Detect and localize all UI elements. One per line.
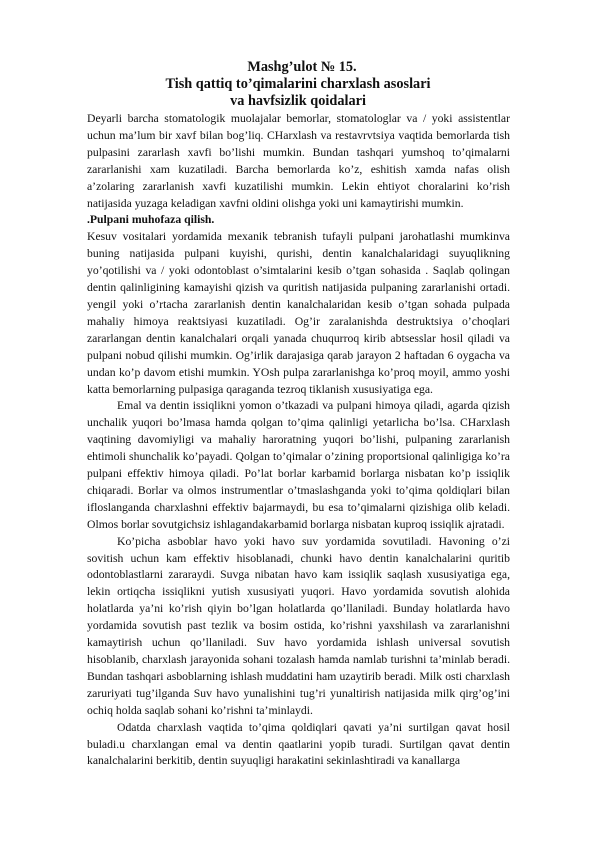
paragraph-heat: Emal va dentin issiqlikni yomon o’tkazadi va pulpani himoya qiladi, agarda qizish unchalik yuqori bo’lmasa hamda qolgan to’qima qalinligi yetarlicha bo’lsa. CHarxlash vaqtining davomiyligi va mahaliy haroratning yuqori bo’lishi, pulpaning zararlanish ehtimoli shunchalik ko’payadi. Qolgan to’qimalar o’zining proportsional qalinligiga ko’ra pulpani effektiv himoya qiladi. Po’lat borlar karbamid borlarga nisbatan ko’p issiqlik chiqaradi. Borlar va olmos instrumentlar o’tmaslashganda yoki to’qima qoldiqlari bilan ifloslanganda charxlashni effektiv bajarmaydi, bu esa to’qimalarni qizishiga olib keladi. Olmos borlar sovutgichsiz ishlagandakarbamid borlarga nisbatan kuproq issiqlik ajratadi. bbox=[87, 399, 510, 531]
paragraph-smear-layer: Odatda charxlash vaqtida to’qima qoldiqlari qavati ya’ni surtilgan qavat hosil buladi.u charxlangan emal va dentin qaatlarini yopib turadi. Surtilgan qavat dentin kanalchalarini berkitib, dentin suyuqligi harakatini sekinlashtiradi va kanallarga bbox=[87, 720, 510, 768]
intro-paragraph: Deyarli barcha stomatologik muolajalar bemorlar, stomatologlar va / yoki assistentlar uchun ma’lum bir xavf bilan bog’liq. CHarxlash va restavrvtsiya vaqtida bemorlarda tish pulpasini zararlash xavfi bo’lishi mumkin. Bundan tashqari yumshoq to’qimalarni zararlanishi xam kuzatiladi. Barcha bemorlarda ko’z, eshitish xamda nafas olish a’zolaring zararlanish xavfi kuzatilishi mumkin. Lekin ehtiyot choralarini ko’rish natijasida yuzaga keladigan xavfni oldini olishga yoki uni kamaytirishi mumkin. bbox=[87, 112, 510, 210]
title-line-3: va havfsizlik qoidalari bbox=[230, 93, 366, 109]
paragraph-cooling: Ko’picha asboblar havo yoki havo suv yordamida sovutiladi. Havoning o’zi sovitish uchun kam effektiv hisoblanadi, chunki havo dentin kanalchalarini quritib odontoblastlarni zararaydi. Suvga nibatan havo kam issiqlik saqlash xususiyatiga ega, lekin ortiqcha issiqlikni yutish xususiyati yuqori. Havo yordamida sovutish alohida holatlarda ya’ni ko’rish qiyin bo’lgan holatlarda qo’llaniladi. Bunday holatlarda havo yordamida sovutish past tezlik va bosim ostida, ko’rishni yaxshilash va zararlanishni kamaytirish uchun qo’llaniladi. Suv havo yordamida ishlash universal sovutish hisoblanib, charxlash jarayonida sohani tozalash hamda namlab turishni ta’minlab beradi. Bundan tashqari asboblarning ishlash muddatini ham uzaytirib beradi. Milk osti charxlash zaruriyati tug’ilganda Suv havo yunalishini tug’ri yunaltirish natijasida milk qirg’og’ini ochiq holda saqlab sohani ko’rishni ta’minlaydi. bbox=[87, 534, 510, 717]
paragraph-pulp-injury: Kesuv vositalari yordamida mexanik tebranish tufayli pulpani jarohatlashi mumkinva buning natijasida pulpani kuyishi, qurishi, dentin kanalchalaridagi suyuqlikning yo’qotilishi va / yoki odontoblast o’simtalarini kesib o’tgan sohasida . Saqlab qolingan dentin qalinligining kamayishi qizish va quritish natijasida pulpaning zararlanishi ortadi. yengil yoki o’rtacha zararlanish dentin kanalchalaridan kesib o’tgan sohada pulpada mahaliy himoya reaktsiyasi kuzatiladi. Og’ir zaralanishda destruktsiya o’choqlari zararlangan dentin kanalchalari orqali yanada chuqurroq kirib abtsesslar hosil qiladi va pulpani nobud qilishi mumkin. Og’irlik darajasiga qarab jarayon 2 haftadan 6 oygacha va undan ko’p davom etishi mumkin. YOsh pulpa zararlanishga ko’proq moyil, ammo yoshi katta bemorlarning pulpasiga qaraganda tezroq tiklanish xususiyatiga ega. bbox=[87, 230, 510, 396]
lesson-number: Mashg’ulot № 15. bbox=[247, 59, 357, 75]
title-line-2: Tish qattiq to’qimalarini charxlash asoslari bbox=[165, 76, 431, 92]
section-heading: .Pulpani muhofaza qilish. bbox=[87, 213, 215, 227]
body-text bbox=[87, 111, 510, 770]
title-block bbox=[0, 59, 596, 110]
